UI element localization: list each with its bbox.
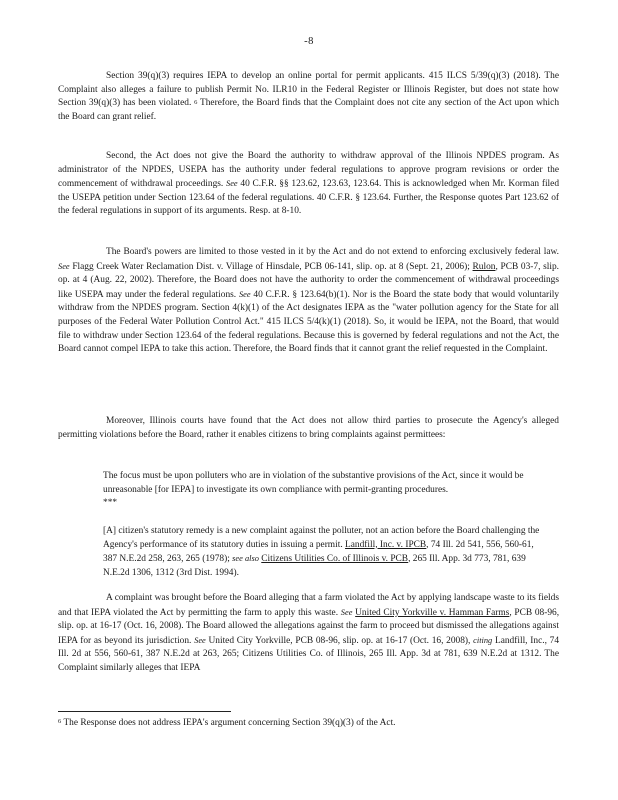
footnote-divider [58, 711, 231, 712]
case-name-citizens-utilities: Citizens Utilities Co. of Illinois v. PCB [261, 554, 409, 565]
block-quote-citizen-remedy [103, 525, 547, 580]
paragraph-text: Landfill, Inc., 74 Ill. 2d at 556, 560-61, 387 N.E.2d at 263, 265; Citizens Utilities Co. of Illinois, 265 Ill. App. 3d at 781, 639 N.E.2d at 1312. The Complaint similarly alleges that IEPA [58, 635, 560, 673]
page-number: -8 [304, 36, 314, 47]
signal-see: See [226, 179, 238, 189]
case-citation: , PCB 08-96, slip. op. at 16-17 (Oct. 16, 2008). The Board allowed the allegations against the farm to proceed but dismissed the allegations against IEPA for as beyond its jurisdiction. [58, 607, 560, 646]
quote-separator: *** [103, 498, 118, 509]
case-name-landfill: Landfill, Inc. v. IPCB [345, 539, 427, 550]
signal-see-also: see also [232, 554, 259, 564]
paragraph-yorkville-complaint [58, 592, 559, 676]
paragraph-text: Section 39(q)(3) requires IEPA to develop an online portal for permit applicants. 415 ILCS 5/39(q)(3) (2018). The Complaint also alleges a failure to publish Permit No. ILR10 in the Federal Register or Illinois Register, but does not state how Section 39(q)(3) has been violated. [58, 71, 559, 109]
paragraph-text: 40 C.F.R. §§ 123.62, 123.63, 123.64. This is acknowledged when Mr. Korman filed the USEPA petition under Section 123.64 of the federal regulations. 40 C.F.R. § 123.64. Further, the Response quotes Part 123.62 of the federal regulations in support of its arguments. Resp. at 8-10. [58, 179, 560, 217]
paragraph-text: 40 C.F.R. § 123.64(b)(1). Nor is the Board the state body that would voluntarily withdraw from the NPDES program. Section 4(k)(1) of the Act designates IEPA as the "water pollution agency for the State for all purposes of the Federal Water Pollution Control Act." 415 ILCS 5/4(k)(1) (2018). So, it would be IEPA, not the Board, that would file to withdraw under Section 123.64 of the federal regulations. Because this is governed by federal regulations and not the Act, the Board cannot compel IEPA to take this action. Therefore, the Board finds that it cannot grant the relief requested in the Complaint. [58, 289, 560, 355]
case-name-rulon: Rulon [472, 261, 496, 272]
quote-text: [A] citizen's statutory remedy is a new complaint against the polluter, not an action before the Board challenging the Agency's performance of its statutory duties in issuing a permit. [103, 526, 540, 550]
block-quote-focus [103, 470, 547, 511]
footnote [58, 717, 559, 729]
signal-see: See [238, 289, 251, 299]
paragraph-section-39 [58, 70, 559, 124]
paragraph-text: A complaint was brought before the Board alleging that a farm violated the Act by applying landscape waste to its fields and that IEPA violated the Act by permitting the farm to apply this waste. [58, 593, 559, 618]
paragraph-illinois-courts [58, 415, 559, 442]
signal-see: See [58, 261, 70, 271]
case-citation: Flagg Creek Water Reclamation Dist. v. Village of Hinsdale, PCB 06-141, slip. op. at 8 (Sept. 21, 2006); [72, 261, 470, 272]
case-name-yorkville: United City Yorkville v. Hamman Farms [355, 607, 510, 618]
paragraph-text: , PCB 03-7, slip. op. at 4 (Aug. 22, 2002). Therefore, the Board does not have the authority to order the commencement of withdrawal proceedings like USEPA may under the federal regulations. [58, 261, 559, 300]
signal-see: See [340, 607, 353, 617]
paragraph-text: Second, the Act does not give the Board the authority to withdraw approval of the Illinois NPDES program. As administrator of the NPDES, USEPA has the authority under federal regulations to approve program revisions or order the commencement of withdrawal proceedings. [58, 151, 559, 190]
case-citation: , 265 Ill. App. 3d 773, 781, 639 N.E.2d 1306, 1312 (3rd Dist. 1994). [103, 554, 526, 578]
signal-see: See [194, 635, 206, 645]
paragraph-text: Therefore, the Board finds that the Complaint does not cite any section of the Act upon which the Board can grant relief. [58, 98, 560, 122]
signal-citing: citing [473, 635, 493, 645]
paragraph-npdes-authority [58, 150, 559, 219]
footnote-text: The Response does not address IEPA's argument concerning Section 39(q)(3) of the Act. [63, 718, 396, 728]
quote-text: The focus must be upon polluters who are in violation of the substantive provisions of the Act, since it would be unreasonable [for IEPA] to investigate its own compliance with permit-granting procedures. [103, 471, 524, 495]
case-citation: United City Yorkville, PCB 08-96, slip. op. at 16-17 (Oct. 16, 2008), [208, 635, 471, 646]
paragraph-text: Moreover, Illinois courts have found that the Act does not allow third parties to prosecute the Agency's alleged permitting violations before the Board, rather it enables citizens to bring complaints against permittees: [58, 416, 559, 440]
case-citation: , 74 Ill. 2d 541, 556, 560-61, 387 N.E.2d 258, 263, 265 (1978); [103, 539, 534, 565]
paragraph-board-powers [58, 246, 559, 357]
footnote-mark: 6 [58, 718, 62, 725]
paragraph-text: The Board's powers are limited to those vested in it by the Act and do not extend to enforcing exclusively federal law. [106, 247, 559, 257]
footnote-reference[interactable]: 6 [194, 99, 198, 107]
